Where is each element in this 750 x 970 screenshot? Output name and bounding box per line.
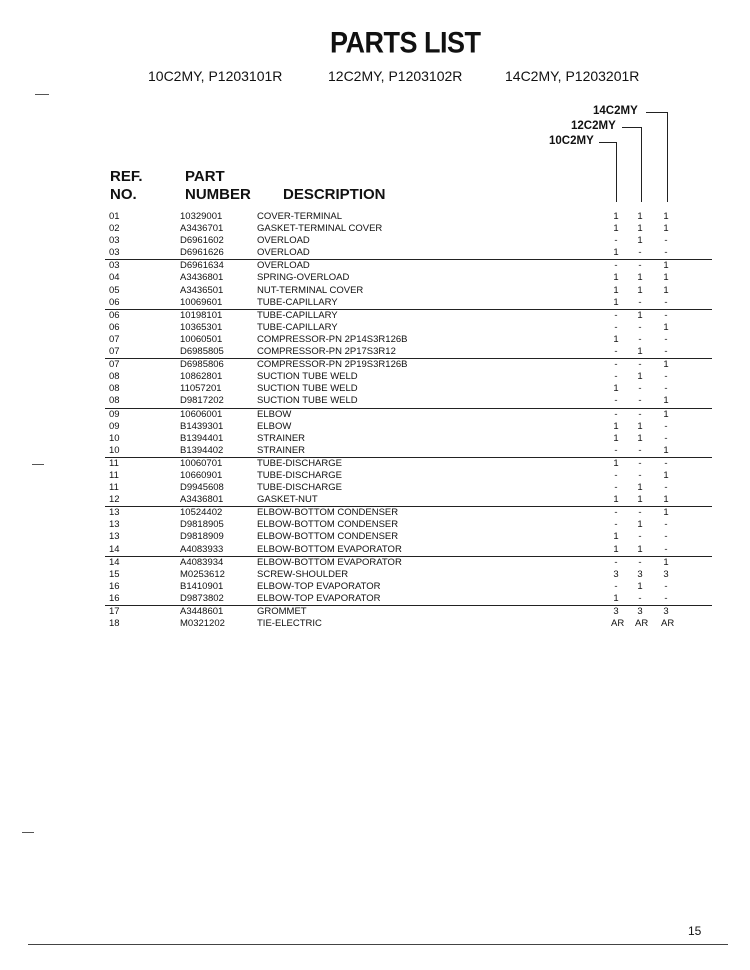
header-ref-line1: REF. [110, 168, 143, 185]
qty-10c2my: 3 [613, 606, 619, 617]
qty-12c2my: - [638, 556, 642, 568]
description: TIE-ELECTRIC [257, 618, 322, 630]
qty-10c2my: 1 [613, 420, 619, 432]
description: ELBOW-TOP EVAPORATOR [257, 592, 381, 604]
ref-number: 15 [109, 568, 120, 580]
part-number: 10198101 [180, 309, 223, 321]
description: SPRING-OVERLOAD [257, 272, 350, 284]
qty-12c2my: 1 [637, 223, 643, 235]
part-number: B1394402 [180, 444, 224, 456]
leader-10-vertical [616, 142, 617, 202]
ref-number: 14 [109, 556, 120, 568]
table-row [0, 433, 750, 445]
qty-12c2my: 3 [637, 606, 643, 617]
table-row [0, 519, 750, 531]
part-number: B1394401 [180, 432, 224, 444]
page-title: PARTS LIST [330, 26, 481, 60]
qty-10c2my: 1 [613, 247, 619, 259]
qty-14c2my: 1 [663, 469, 669, 481]
qty-14c2my: 1 [663, 359, 669, 371]
qty-10c2my: 1 [613, 296, 619, 308]
ref-number: 10 [109, 432, 120, 444]
description: ELBOW [257, 420, 292, 432]
table-row [105, 395, 712, 408]
ref-number: 06 [109, 321, 120, 333]
part-number: 10329001 [180, 211, 223, 222]
description: TUBE-CAPILLARY [257, 309, 338, 321]
parts-table [0, 211, 750, 630]
qty-10c2my: - [614, 260, 618, 272]
description: STRAINER [257, 432, 306, 444]
qty-14c2my: - [664, 519, 668, 531]
table-row [105, 593, 712, 606]
table-row [105, 494, 712, 507]
qty-14c2my: - [664, 333, 668, 345]
description: OVERLOAD [257, 260, 310, 272]
page-bottom-rule [28, 944, 728, 945]
qty-12c2my: 1 [637, 482, 643, 494]
ref-number: 08 [109, 383, 120, 395]
qty-12c2my: 1 [637, 432, 643, 444]
part-number: 11057201 [180, 383, 222, 395]
header-description: DESCRIPTION [283, 186, 386, 203]
table-row [0, 581, 750, 593]
description: SUCTION TUBE WELD [257, 383, 358, 395]
table-row [0, 371, 750, 383]
ref-number: 13 [109, 519, 120, 531]
qty-12c2my: 1 [637, 543, 643, 555]
ref-number: 03 [109, 247, 120, 259]
scan-mark [35, 94, 49, 95]
part-number: 10060701 [180, 457, 223, 469]
ref-number: 01 [109, 211, 120, 222]
description: TUBE-CAPILLARY [257, 321, 338, 333]
qty-14c2my: 1 [663, 444, 669, 456]
scan-mark [32, 464, 44, 465]
header-part-number [185, 168, 251, 204]
qty-14c2my: - [664, 296, 668, 308]
table-row [0, 482, 750, 494]
qty-10c2my: - [614, 346, 618, 358]
qty-14c2my: 1 [663, 211, 669, 222]
leader-12 [622, 127, 642, 128]
ref-number: 09 [109, 420, 120, 432]
qty-14c2my: - [664, 420, 668, 432]
qty-10c2my: - [614, 309, 618, 321]
qty-14c2my: 3 [663, 568, 669, 580]
qty-14c2my: - [664, 580, 668, 592]
column-key-12c2my: 12C2MY [571, 120, 616, 132]
description: SCREW-SHOULDER [257, 568, 349, 580]
qty-12c2my: 1 [637, 309, 643, 321]
part-number: A3436501 [180, 284, 224, 296]
ref-number: 14 [109, 543, 120, 555]
qty-14c2my: AR [661, 618, 675, 630]
description: NUT-TERMINAL COVER [257, 284, 364, 296]
qty-10c2my: 1 [613, 531, 619, 543]
part-number: D9818909 [180, 531, 224, 543]
description: ELBOW-BOTTOM EVAPORATOR [257, 556, 402, 568]
qty-14c2my: 1 [663, 260, 669, 272]
description: COMPRESSOR-PN 2P17S3R12 [257, 346, 396, 358]
description: GROMMET [257, 606, 307, 617]
qty-10c2my: 1 [613, 211, 619, 222]
ref-number: 04 [109, 272, 120, 284]
table-row [0, 606, 750, 618]
table-row [0, 557, 750, 569]
qty-12c2my: - [638, 395, 642, 407]
qty-12c2my: - [638, 359, 642, 371]
table-row [0, 458, 750, 470]
qty-14c2my: - [664, 235, 668, 247]
part-number: 10660901 [180, 469, 223, 481]
description: TUBE-DISCHARGE [257, 482, 342, 494]
qty-14c2my: 1 [663, 507, 669, 519]
description: ELBOW-BOTTOM EVAPORATOR [257, 543, 402, 555]
part-number: D6985806 [180, 359, 224, 371]
qty-12c2my: 1 [637, 494, 643, 506]
ref-number: 13 [109, 507, 120, 519]
ref-number: 12 [109, 494, 120, 506]
ref-number: 07 [109, 346, 120, 358]
description: SUCTION TUBE WELD [257, 371, 358, 383]
part-number: 10862801 [180, 371, 223, 383]
table-row [0, 235, 750, 247]
qty-12c2my: 1 [637, 420, 643, 432]
table-row [105, 445, 712, 458]
qty-10c2my: - [614, 395, 618, 407]
ref-number: 13 [109, 531, 120, 543]
page-number: 15 [688, 924, 702, 938]
qty-12c2my: - [638, 444, 642, 456]
qty-12c2my: - [638, 408, 642, 420]
ref-number: 06 [109, 296, 120, 308]
header-ref-no [110, 168, 143, 204]
part-number: D9818905 [180, 519, 224, 531]
model-label-12c2my: 12C2MY, P1203102R [328, 68, 463, 84]
part-number: A3436701 [180, 223, 224, 235]
table-row [0, 322, 750, 334]
table-row [0, 618, 750, 630]
qty-14c2my: 3 [663, 606, 669, 617]
ref-number: 11 [109, 457, 119, 469]
leader-10 [599, 142, 616, 143]
description: ELBOW [257, 408, 292, 420]
ref-number: 10 [109, 444, 120, 456]
qty-12c2my: 1 [637, 580, 643, 592]
table-row [0, 531, 750, 543]
table-row [105, 544, 712, 557]
part-number: 10060501 [180, 333, 223, 345]
description: ELBOW-BOTTOM CONDENSER [257, 507, 399, 519]
qty-10c2my: - [614, 482, 618, 494]
part-number: A3436801 [180, 272, 224, 284]
qty-14c2my: 1 [663, 284, 669, 296]
part-number: B1439301 [180, 420, 224, 432]
ref-number: 07 [109, 359, 120, 371]
qty-12c2my: - [638, 247, 642, 259]
header-part-line1: PART [185, 168, 225, 185]
ref-number: 07 [109, 333, 120, 345]
qty-10c2my: - [614, 580, 618, 592]
qty-10c2my: - [614, 359, 618, 371]
table-row [0, 569, 750, 581]
description: COMPRESSOR-PN 2P14S3R126B [257, 333, 408, 345]
qty-10c2my: 1 [613, 223, 619, 235]
header-ref-line2: NO. [110, 186, 137, 203]
part-number: A3448601 [180, 606, 224, 617]
qty-12c2my: - [638, 507, 642, 519]
qty-10c2my: - [614, 556, 618, 568]
table-row [0, 272, 750, 284]
part-number: 10069601 [180, 296, 223, 308]
qty-10c2my: - [614, 469, 618, 481]
part-number: D9945608 [180, 482, 224, 494]
description: TUBE-DISCHARGE [257, 457, 342, 469]
qty-10c2my: - [614, 519, 618, 531]
part-number: A4083933 [180, 543, 224, 555]
qty-10c2my: - [614, 321, 618, 333]
part-number: A4083934 [180, 556, 224, 568]
qty-12c2my: 1 [637, 284, 643, 296]
column-key-14c2my: 14C2MY [593, 105, 638, 117]
ref-number: 08 [109, 395, 120, 407]
model-label-10c2my: 10C2MY, P1203101R [148, 68, 283, 84]
qty-14c2my: 1 [663, 395, 669, 407]
qty-12c2my: AR [635, 618, 649, 630]
qty-10c2my: 3 [613, 568, 619, 580]
ref-number: 11 [109, 482, 119, 494]
table-row [0, 334, 750, 346]
part-number: D6961634 [180, 260, 224, 272]
qty-14c2my: - [664, 482, 668, 494]
table-row [0, 421, 750, 433]
ref-number: 03 [109, 260, 120, 272]
ref-number: 08 [109, 371, 120, 383]
qty-10c2my: - [614, 408, 618, 420]
part-number: M0321202 [180, 618, 225, 630]
ref-number: 05 [109, 284, 120, 296]
part-number: D6961602 [180, 235, 224, 247]
qty-14c2my: 1 [663, 223, 669, 235]
table-row [105, 346, 712, 359]
table-row [0, 260, 750, 272]
column-key-10c2my: 10C2MY [549, 135, 594, 147]
qty-14c2my: - [664, 592, 668, 604]
ref-number: 06 [109, 309, 120, 321]
leader-12-vertical [641, 127, 642, 202]
description: ELBOW-TOP EVAPORATOR [257, 580, 381, 592]
qty-10c2my: - [614, 507, 618, 519]
qty-10c2my: 1 [613, 543, 619, 555]
table-row [0, 507, 750, 519]
leader-14-vertical [667, 112, 668, 202]
qty-14c2my: - [664, 543, 668, 555]
qty-14c2my: - [664, 457, 668, 469]
ref-number: 03 [109, 235, 120, 247]
qty-10c2my: 1 [613, 333, 619, 345]
qty-12c2my: 1 [637, 519, 643, 531]
ref-number: 02 [109, 223, 120, 235]
qty-14c2my: 1 [663, 408, 669, 420]
table-row [0, 470, 750, 482]
qty-12c2my: - [638, 457, 642, 469]
part-number: 10365301 [180, 321, 223, 333]
description: OVERLOAD [257, 247, 310, 259]
qty-14c2my: - [664, 309, 668, 321]
part-number: B1410901 [180, 580, 224, 592]
part-number: 10606001 [180, 408, 223, 420]
table-row [0, 211, 750, 223]
description: TUBE-CAPILLARY [257, 296, 338, 308]
part-number: D6985805 [180, 346, 224, 358]
qty-10c2my: 1 [613, 272, 619, 284]
table-row [0, 310, 750, 322]
description: COMPRESSOR-PN 2P19S3R126B [257, 359, 408, 371]
table-row [0, 285, 750, 297]
qty-14c2my: - [664, 346, 668, 358]
header-part-line2: NUMBER [185, 186, 251, 203]
scan-mark [22, 832, 34, 833]
qty-12c2my: - [638, 296, 642, 308]
description: TUBE-DISCHARGE [257, 469, 342, 481]
qty-14c2my: - [664, 383, 668, 395]
ref-number: 16 [109, 592, 120, 604]
qty-14c2my: 1 [663, 272, 669, 284]
qty-12c2my: 1 [637, 272, 643, 284]
part-number: D6961626 [180, 247, 224, 259]
ref-number: 11 [109, 469, 119, 481]
part-number: D9873802 [180, 592, 224, 604]
qty-10c2my: 1 [613, 432, 619, 444]
description: OVERLOAD [257, 235, 310, 247]
qty-10c2my: 1 [613, 494, 619, 506]
description: ELBOW-BOTTOM CONDENSER [257, 531, 399, 543]
qty-12c2my: 1 [637, 235, 643, 247]
qty-12c2my: 1 [637, 371, 643, 383]
qty-14c2my: 1 [663, 556, 669, 568]
qty-10c2my: 1 [613, 284, 619, 296]
qty-10c2my: - [614, 371, 618, 383]
qty-10c2my: - [614, 444, 618, 456]
qty-12c2my: 1 [637, 346, 643, 358]
qty-12c2my: 3 [637, 568, 643, 580]
qty-10c2my: 1 [613, 457, 619, 469]
qty-14c2my: 1 [663, 494, 669, 506]
ref-number: 18 [109, 618, 120, 630]
qty-10c2my: AR [611, 618, 625, 630]
part-number: A3436801 [180, 494, 224, 506]
ref-number: 09 [109, 408, 120, 420]
table-row [0, 383, 750, 395]
qty-14c2my: - [664, 247, 668, 259]
description: STRAINER [257, 444, 306, 456]
table-row [0, 223, 750, 235]
part-number: 10524402 [180, 507, 223, 519]
qty-10c2my: 1 [613, 383, 619, 395]
table-row [105, 297, 712, 310]
part-number: M0253612 [180, 568, 225, 580]
description: ELBOW-BOTTOM CONDENSER [257, 519, 399, 531]
model-label-14c2my: 14C2MY, P1203201R [505, 68, 640, 84]
qty-10c2my: - [614, 235, 618, 247]
qty-12c2my: - [638, 531, 642, 543]
table-row [0, 409, 750, 421]
qty-12c2my: - [638, 260, 642, 272]
table-row [105, 247, 712, 260]
leader-14 [646, 112, 668, 113]
qty-12c2my: 1 [637, 211, 643, 222]
qty-14c2my: - [664, 531, 668, 543]
qty-12c2my: - [638, 321, 642, 333]
ref-number: 16 [109, 580, 120, 592]
description: GASKET-TERMINAL COVER [257, 223, 383, 235]
qty-12c2my: - [638, 592, 642, 604]
qty-14c2my: - [664, 371, 668, 383]
qty-12c2my: - [638, 333, 642, 345]
ref-number: 17 [109, 606, 120, 617]
qty-12c2my: - [638, 469, 642, 481]
qty-14c2my: 1 [663, 321, 669, 333]
qty-14c2my: - [664, 432, 668, 444]
qty-10c2my: 1 [613, 592, 619, 604]
qty-12c2my: - [638, 383, 642, 395]
table-row [0, 359, 750, 371]
description: GASKET-NUT [257, 494, 318, 506]
part-number: D9817202 [180, 395, 224, 407]
description: SUCTION TUBE WELD [257, 395, 358, 407]
description: COVER-TERMINAL [257, 211, 342, 222]
